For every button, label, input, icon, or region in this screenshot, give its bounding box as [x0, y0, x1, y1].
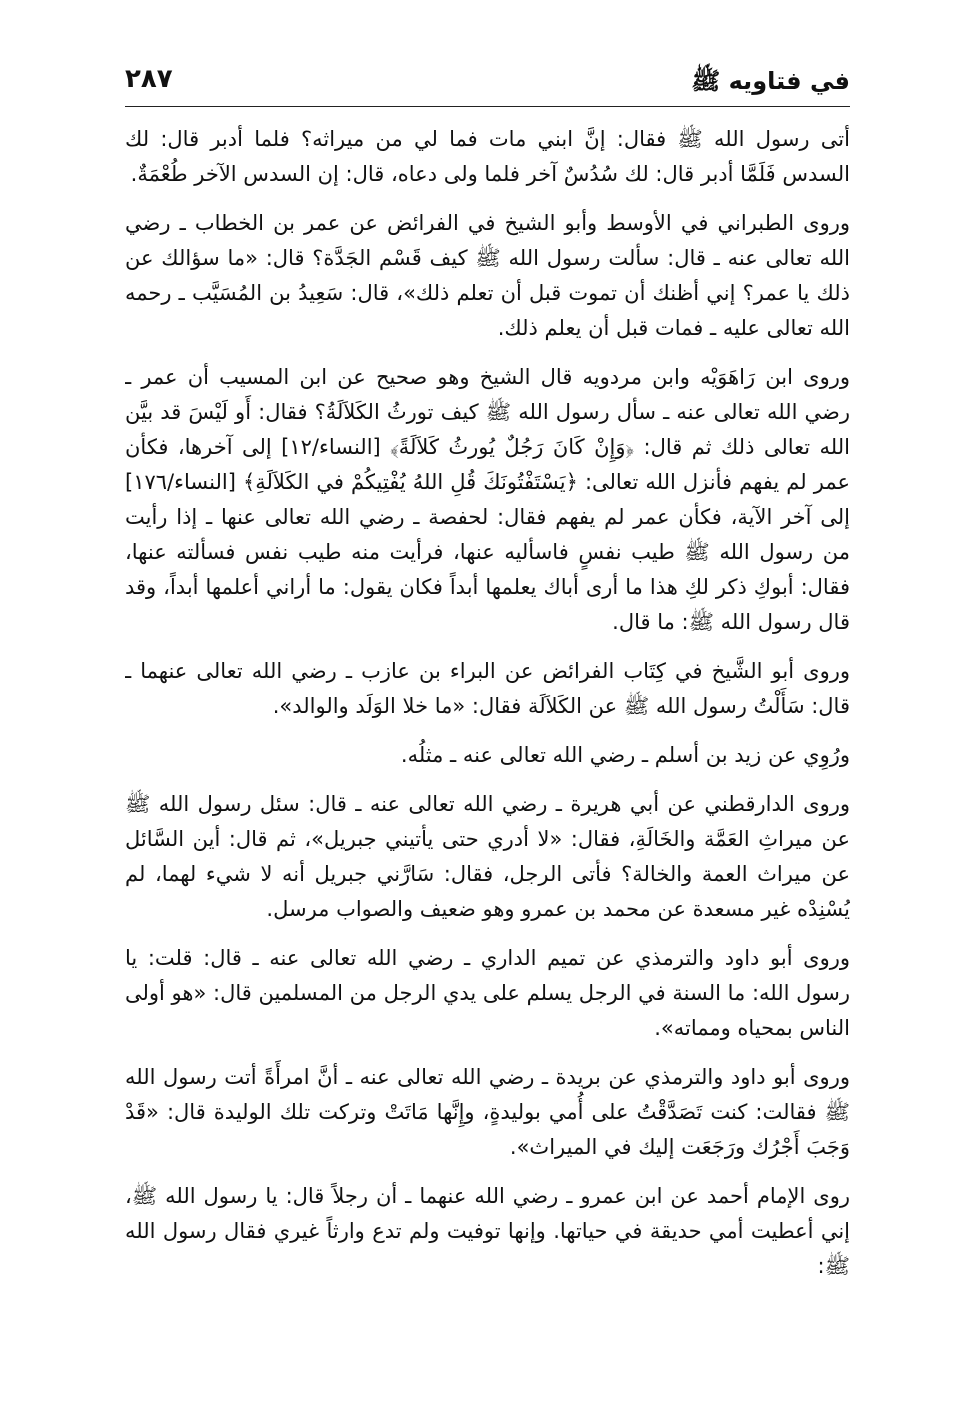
paragraph: وروى أبو داود والترمذي عن تميم الداري ـ رضي الله تعالى عنه ـ قال: قلت: يا رسول الله: ما السنة في الرجل يسلم على يدي الرجل من المسلمين قال: «هو أولى الناس بمحياه ومماته».	[125, 946, 850, 1040]
paragraph: وروى ابن رَاهَوَيْه وابن مردويه قال الشيخ وهو صحيح عن ابن المسيب أن عمر ـ رضي الله تعالى عنه ـ سأل رسول الله ﷺ كيف تورثُ الكَلاَلَةُ؟ فقال: أَو لَيْسَ قد بيَّن الله تعالى ذلك ثم قال: ﴿وَإِنْ كَانَ رَجُلٌ يُورثُ كَلاَلَةً﴾ [النساء/١٢] إلى آخرها، فكأن عمر لم يفهم فأنزل الله تعالى: ﴿يَسْتَفْتُونَكَ قُلِ اللهُ يُفْتِيكُمْ في الكَلاَلَةِ﴾ [النساء/١٧٦] إلى آخر الآية، فكأن عمر لم يفهم فقال: لحفصة ـ رضي الله تعالى عنها ـ إذا رأيت من رسول الله ﷺ طيب نفسٍ فاسأليه عنها، فرأيت منه طيب نفس فسألته عنها، فقال: أبوكِ ذكر لكِ هذا ما أرى أباك يعلمها أبداً فكان يقول: ما أراني أعلمها أبداً، وقد قال رسول الله ﷺ: ما قال.	[125, 365, 850, 634]
paragraph: وروى أبو الشَّيخ في كِتَاب الفرائض عن البراء بن عازب ـ رضي الله تعالى عنهما ـ قال: سَأَلْتُ رسول الله ﷺ عن الكَلاَلَة فقال: «ما خلا الوَلَد والوالد».	[125, 659, 850, 718]
paragraph: روى الإمام أحمد عن ابن عمرو ـ رضي الله عنهما ـ أن رجلاً قال: يا رسول الله ﷺ، إني أعطيت أمي حديقة في حياتها. وإنها توفيت ولم تدع وارثاً غيري فقال رسول الله ﷺ:	[125, 1184, 850, 1278]
paragraph: وروى أبو داود والترمذي عن بريدة ـ رضي الله تعالى عنه ـ أنَّ امرأَةً أتت رسول الله ﷺ فقالت: كنت تَصَدَّقْتُ على أُمي بوليدةٍ، وإِنَّها مَاتَتْ وتركت تلك الوليدة قال: «قَدْ وَجَبَ أَجْرُك ورَجَعَت إليك في الميراث».	[125, 1065, 850, 1159]
header-divider	[125, 106, 850, 107]
paragraph: ورُوِي عن زيد بن أسلم ـ رضي الله تعالى عنه ـ مثلُه.	[400, 743, 850, 767]
paragraph: أتى رسول الله ﷺ فقال: إنَّ ابني مات فما لي من ميراثه؟ فلما أدبر قال: لك السدس فَلَمَّا أدبر قال: لك سُدُسٌ آخر فلما ولى دعاه، قال: إن السدس الآخر طُعْمَةٌ.	[125, 127, 850, 186]
page-header	[125, 60, 850, 100]
page-number: ٢٨٧	[125, 64, 173, 94]
paragraph: وروى الدارقطني عن أبي هريرة ـ رضي الله تعالى عنه ـ قال: سئل رسول الله ﷺ عن ميراثِ العَمَّة والخَالَةِ، فقال: «لا أدري حتى يأتيني جبريل»، ثم قال: أين السَّائل عن ميراث العمة والخالة؟ فأتى الرجل، فقال: سَارَّني جبريل أنه لا شيء لهما، لم يُسْنِدْه غير مسعدة عن محمد بن عمرو وهو ضعيف والصواب مرسل.	[125, 792, 850, 921]
page-body	[125, 122, 850, 1352]
running-title: في فتاويه ﷺ	[691, 67, 850, 95]
paragraph: وروى الطبراني في الأوسط وأبو الشيخ في الفرائض عن عمر بن الخطاب ـ رضي الله تعالى عنه ـ قال: سألت رسول الله ﷺ كيف قَسْم الجَدَّة؟ قال: «ما سؤالك عن ذلك يا عمر؟ إني أظنك أن تموت قبل أن تعلم ذلك»، قال: سَعِيدُ بن المُسَيَّب ـ رحمه الله تعالى عليه ـ فمات قبل أن يعلم ذلك.	[125, 211, 850, 340]
